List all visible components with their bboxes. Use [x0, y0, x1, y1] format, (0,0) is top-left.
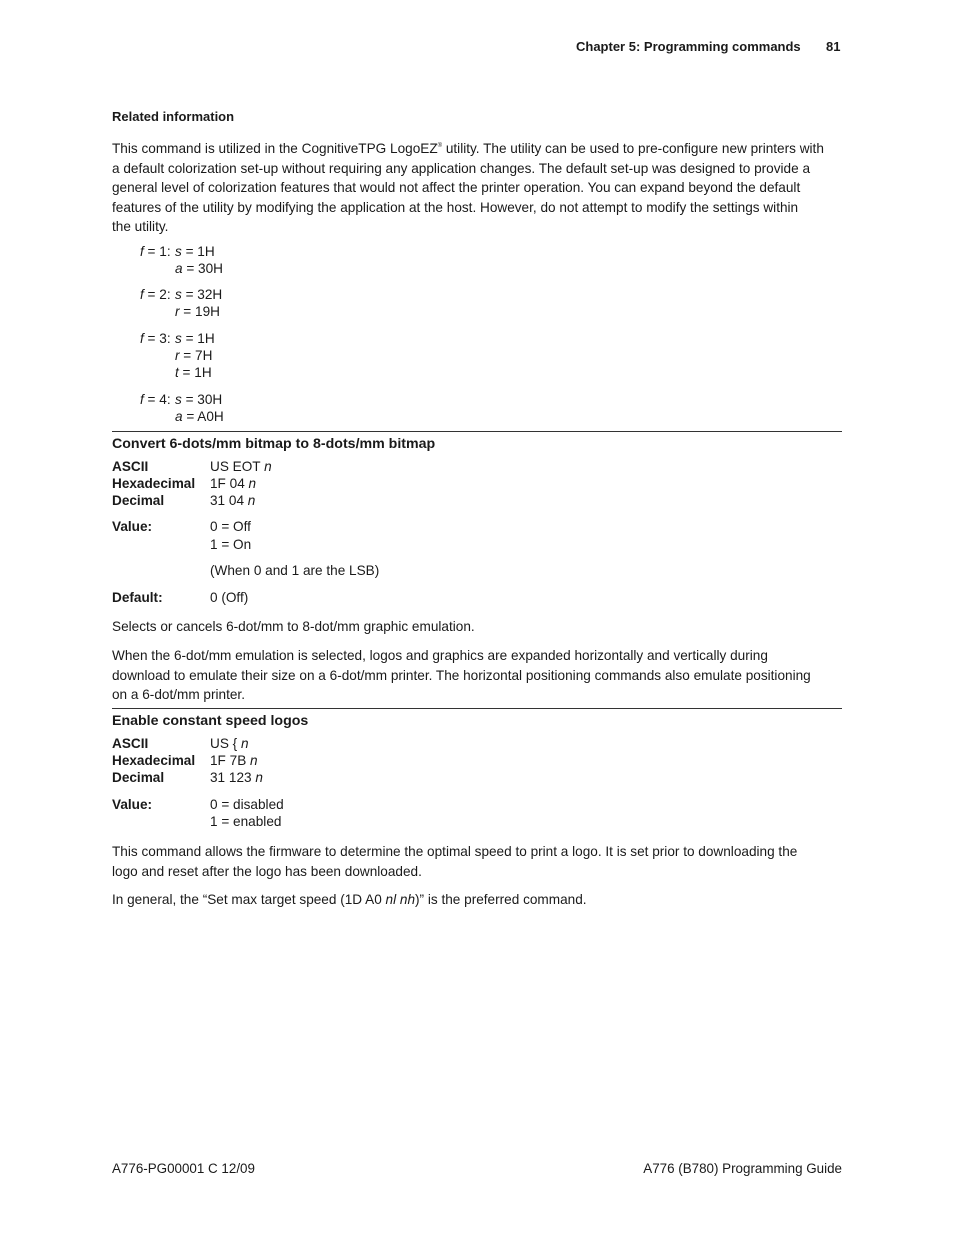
f-label-2: f = 2: — [140, 287, 171, 302]
speed-ascii-value: US { n — [210, 736, 249, 751]
related-line-4: features of the utility by modifying the application at the host. However, do not attempt to modify the settings within — [112, 199, 799, 215]
f3-item-2: r = 7H — [175, 348, 213, 363]
convert-title: Convert 6-dots/mm bitmap to 8-dots/mm bitmap — [112, 436, 436, 452]
speed-hex-value: 1F 7B n — [210, 753, 258, 768]
convert-value-note: (When 0 and 1 are the LSB) — [210, 563, 380, 578]
f4-item-2: a = A0H — [175, 409, 224, 424]
speed-value-0: 0 = disabled — [210, 797, 284, 812]
speed-title: Enable constant speed logos — [112, 713, 309, 729]
convert-para-1: Selects or cancels 6-dot/mm to 8-dot/mm graphic emulation. — [112, 619, 475, 634]
related-paragraph — [112, 137, 844, 237]
convert-para-2-line-3: on a 6-dot/mm printer. — [112, 687, 245, 703]
f-label-4: f = 4: — [140, 392, 171, 407]
convert-para-2 — [112, 646, 844, 705]
speed-ascii-label: ASCII — [112, 736, 149, 751]
related-line-1: This command is utilized in the CognitiveTPG LogoEZ® utility. The utility can be used to pre-configure new printers with — [112, 141, 824, 156]
page-number: 81 — [826, 39, 841, 54]
convert-value-1: 1 = On — [210, 537, 252, 552]
chapter-header: Chapter 5: Programming commands — [576, 39, 801, 54]
speed-value-label: Value: — [112, 797, 153, 812]
section-divider — [112, 708, 842, 709]
related-line-3: general level of colorization features that would not affect the printer operation. You can expand beyond the default — [112, 180, 801, 196]
footer-guide-title: A776 (B780) Programming Guide — [643, 1161, 842, 1176]
speed-hex-label: Hexadecimal — [112, 753, 196, 768]
convert-ascii-value: US EOT n — [210, 459, 272, 474]
f-label-3: f = 3: — [140, 331, 171, 346]
speed-dec-value: 31 123 n — [210, 770, 263, 785]
convert-ascii-label: ASCII — [112, 459, 149, 474]
f4-item-1: s = 30H — [175, 392, 223, 407]
related-heading: Related information — [112, 109, 235, 124]
speed-para-1-line-1: This command allows the firmware to determine the optimal speed to print a logo. It is set prior to downloading the — [112, 844, 798, 859]
f1-item-2: a = 30H — [175, 261, 223, 276]
section-divider — [112, 431, 842, 432]
footer-doc-id: A776-PG00001 C 12/09 — [112, 1161, 255, 1176]
convert-value-label: Value: — [112, 519, 153, 534]
speed-para-1-line-2: logo and reset after the logo has been downloaded. — [112, 863, 422, 879]
convert-para-2-line-2: download to emulate their size on a 6-dot/mm printer. The horizontal positioning commands also emulate positioning — [112, 667, 811, 683]
f1-item-1: s = 1H — [175, 244, 215, 259]
related-line-5: the utility. — [112, 219, 169, 235]
convert-default-label: Default: — [112, 590, 163, 605]
speed-para-2: In general, the “Set max target speed (1D A0 nl nh)” is the preferred command. — [112, 892, 587, 907]
f3-item-3: t = 1H — [175, 365, 212, 380]
convert-hex-label: Hexadecimal — [112, 476, 196, 491]
related-line-2: a default colorization set-up without requiring any application changes. The default set-up was designed to provide a — [112, 160, 811, 176]
convert-dec-value: 31 04 n — [210, 493, 256, 508]
convert-hex-value: 1F 04 n — [210, 476, 257, 491]
f-label-1: f = 1: — [140, 244, 171, 259]
convert-para-2-line-1: When the 6-dot/mm emulation is selected, logos and graphics are expanded horizontally and vertically during — [112, 648, 768, 663]
f2-item-1: s = 32H — [175, 287, 223, 302]
f3-item-1: s = 1H — [175, 331, 215, 346]
speed-value-1: 1 = enabled — [210, 814, 282, 829]
f2-item-2: r = 19H — [175, 304, 220, 319]
speed-dec-label: Decimal — [112, 770, 165, 785]
convert-value-0: 0 = Off — [210, 519, 251, 534]
convert-default-value: 0 (Off) — [210, 590, 249, 605]
convert-dec-label: Decimal — [112, 493, 165, 508]
speed-para-1 — [112, 842, 844, 881]
